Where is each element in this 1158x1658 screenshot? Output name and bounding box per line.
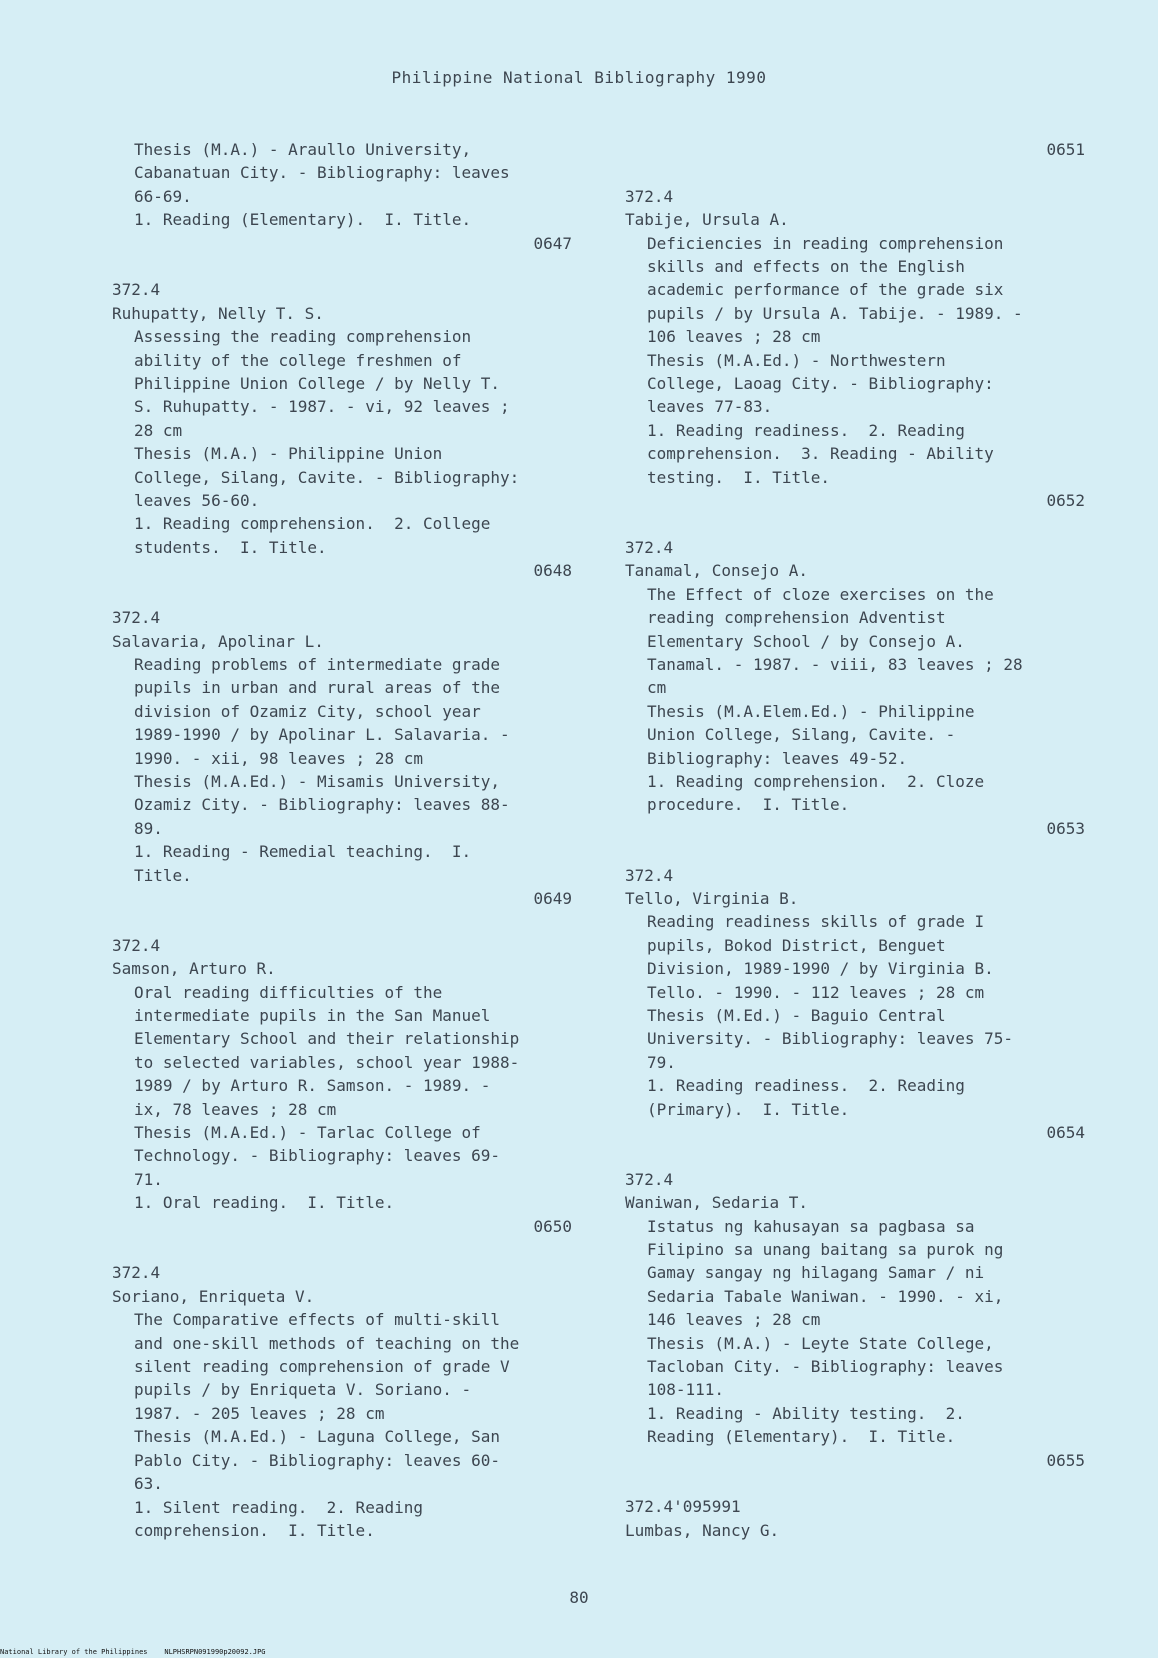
page-number: 80 <box>569 1588 589 1607</box>
entry-class-number: 372.4 <box>625 186 674 206</box>
entry-class-number: 372.4 <box>112 280 161 300</box>
right-column <box>625 138 1085 1542</box>
entry-title: Istatus ng kahusayan sa pagbasa sa Filipino sa unang baitang sa purok ng Gamay sangay ng hilagang Samar / ni Sedaria Tabale Waniwan. - 1990. - xi, 146 leaves ; 28 cm <box>647 1216 1004 1330</box>
entry-class-number: 372.4 <box>625 865 674 885</box>
entry-class-number: 372.4 <box>112 935 161 955</box>
bib-entry-0655 <box>625 1168 1085 1472</box>
entry-title: The Effect of cloze exercises on the reading comprehension Adventist Elementary School / by Consejo A. Tanamal. - 1987. - viii, 83 leaves ; 28 cm <box>647 584 1023 698</box>
scan-footer <box>0 1648 1158 1656</box>
entry-subjects: 1. Reading (Elementary). I. Title. <box>134 210 472 230</box>
entry-title: Oral reading difficulties of the intermediate pupils in the San Manuel Elementary School and their relationship to selected variables, school year 1988- 1989 / by Arturo R. Samson. - 1989. - ix, 78 leaves ; 28 cm <box>134 982 520 1119</box>
entry-thesis-note: Thesis (M.A.) - Araullo University, Cabanatuan City. - Bibliography: leaves 66-69. <box>134 140 510 206</box>
bib-entry-0648 <box>112 278 572 582</box>
bib-entry-0651 <box>112 1261 572 1542</box>
entry-author: Samson, Arturo R. <box>112 959 276 979</box>
footer-filename: NLPHSRPN091990p20092.JPG <box>164 1648 266 1656</box>
entry-thesis-note: Thesis (M.A.Ed.) - Tarlac College of Technology. - Bibliography: leaves 69- 71. <box>134 1123 501 1189</box>
bib-entry-0652 <box>625 185 1085 513</box>
entry-subjects: 1. Reading readiness. 2. Reading (Primary). I. Title. <box>647 1076 965 1119</box>
entry-number: 0649 <box>533 888 572 908</box>
entry-author: Lumbas, Nancy G. <box>625 1520 780 1540</box>
entry-author: Tello, Virginia B. <box>625 888 799 908</box>
entry-title: Reading readiness skills of grade I pupils, Bokod District, Benguet Division, 1989-1990 / by Virginia B. Tello. - 1990. - 112 leaves ; 28 cm <box>647 912 994 1002</box>
bib-entry-0647-continued <box>112 138 572 255</box>
entry-number: 0652 <box>1046 491 1085 511</box>
entry-author: Ruhupatty, Nelly T. S. <box>112 303 324 323</box>
entry-thesis-note: Thesis (M.Ed.) - Baguio Central University. - Bibliography: leaves 75- 79. <box>647 1005 1014 1072</box>
left-column <box>112 138 572 1542</box>
entry-title: Deficiencies in reading comprehension skills and effects on the English academic performance of the grade six pupils / by Ursula A. Tabije. - 1989. - 106 leaves ; 28 cm <box>647 233 1023 347</box>
entry-author: Tabije, Ursula A. <box>625 210 789 230</box>
entry-title: Assessing the reading comprehension ability of the college freshmen of Philippine Union College / by Nelly T. S. Ruhupatty. - 1987. - vi, 92 leaves ; 28 cm <box>134 327 510 440</box>
bib-entry-next <box>625 1495 1085 1542</box>
entry-thesis-note: Thesis (M.A.) - Leyte State College, Tacloban City. - Bibliography: leaves 108-111. <box>647 1333 1004 1400</box>
footer-library: National Library of the Philippines <box>0 1648 148 1656</box>
entry-subjects: 1. Reading readiness. 2. Reading comprehension. 3. Reading - Ability testing. I. Title. <box>647 420 994 487</box>
entry-class-number: 372.4'095991 <box>625 1497 741 1517</box>
entry-title: Reading problems of intermediate grade pupils in urban and rural areas of the division of Ozamiz City, school year 1989-1990 / by Apolinar L. Salavaria. - 1990. - xii, 98 leaves ; 28 cm <box>134 654 510 768</box>
entry-author: Salavaria, Apolinar L. <box>112 631 324 651</box>
entry-thesis-note: Thesis (M.A.Ed.) - Northwestern College, Laoag City. - Bibliography: leaves 77-83. <box>647 350 994 417</box>
entry-class-number: 372.4 <box>625 1169 674 1189</box>
entry-subjects: 1. Reading comprehension. 2. Cloze procedure. I. Title. <box>647 771 985 815</box>
entry-author: Waniwan, Sedaria T. <box>625 1193 809 1213</box>
entry-subjects: 1. Silent reading. 2. Reading comprehension. I. Title. <box>134 1497 423 1540</box>
entry-subjects: 1. Reading - Ability testing. 2. Reading (Elementary). I. Title. <box>647 1403 965 1447</box>
entry-class-number: 372.4 <box>625 537 674 557</box>
entry-author: Tanamal, Consejo A. <box>625 561 809 581</box>
entry-class-number: 372.4 <box>112 1263 161 1283</box>
entry-number: 0648 <box>533 561 572 581</box>
bib-entry-0649 <box>112 606 572 910</box>
bib-entry-0653 <box>625 536 1085 840</box>
entry-thesis-note: Thesis (M.A.Ed.) - Laguna College, San Pablo City. - Bibliography: leaves 60- 63. <box>134 1427 501 1494</box>
entry-number: 0651 <box>1046 140 1085 159</box>
bib-entry-0650 <box>112 934 572 1238</box>
entry-thesis-note: Thesis (M.A.Elem.Ed.) - Philippine Union College, Silang, Cavite. - Bibliography: leaves 49-52. <box>647 701 975 768</box>
entry-subjects: 1. Oral reading. I. Title. <box>134 1193 395 1213</box>
entry-thesis-note: Thesis (M.A.) - Philippine Union College, Silang, Cavite. - Bibliography: leaves 56-60. <box>134 444 520 511</box>
entry-author: Soriano, Enriqueta V. <box>112 1286 315 1306</box>
entry-title: The Comparative effects of multi-skill and one-skill methods of teaching on the silent reading comprehension of grade V pupils / by Enriqueta V. Soriano. - 1987. - 205 leaves ; 28 cm <box>134 1310 520 1423</box>
entry-subjects: 1. Reading - Remedial teaching. I. Title. <box>134 842 472 885</box>
entry-subjects: 1. Reading comprehension. 2. College students. I. Title. <box>134 514 491 557</box>
entry-thesis-note: Thesis (M.A.Ed.) - Misamis University, Ozamiz City. - Bibliography: leaves 88- 89. <box>134 771 510 838</box>
entry-class-number: 372.4 <box>112 608 161 628</box>
entry-number: 0655 <box>1046 1450 1085 1470</box>
entry-number: 0650 <box>533 1216 572 1236</box>
page-header: Philippine National Bibliography 1990 <box>391 68 767 87</box>
entry-number: 0654 <box>1046 1123 1085 1143</box>
entry-number: 0653 <box>1046 818 1085 838</box>
entry-number: 0647 <box>533 233 572 253</box>
bib-entry-0654 <box>625 864 1085 1145</box>
